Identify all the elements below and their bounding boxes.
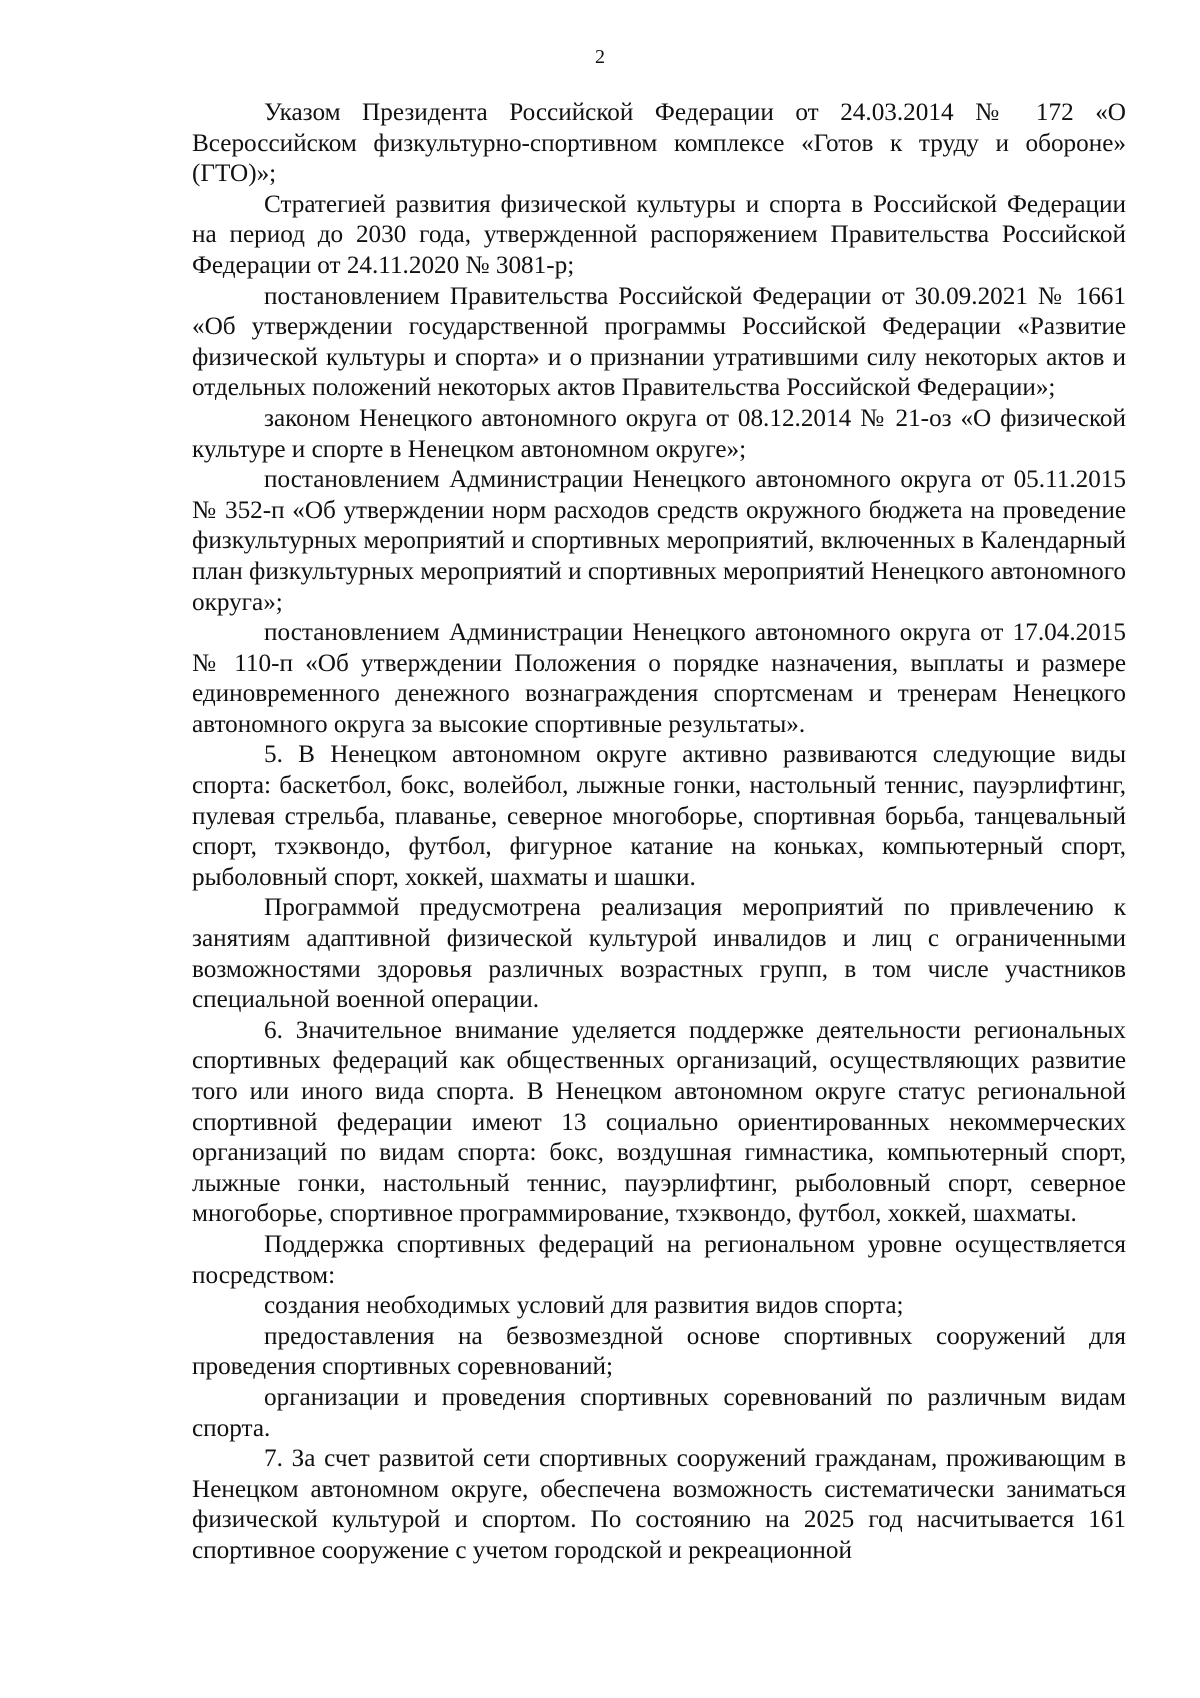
paragraph-support-facilities: предоставления на безвозмездной основе спортивных сооружений для проведения спортивных соревнований; <box>192 1322 1126 1381</box>
document-body <box>192 98 1126 1567</box>
paragraph-section-6: 6. Значительное внимание уделяется поддержке деятельности региональных спортивных федераций как общественных организаций, осуществляющих развитие того или иного вида спорта. В Ненецком автономном округе статус региональной спортивной федерации имеют 13 социально ориентированных некоммерческих организаций по видам спорта: бокс, воздушная гимнастика, компьютерный спорт, лыжные гонки, настольный теннис, пауэрлифтинг, рыболовный спорт, северное многоборье, спортивное программирование, тхэквондо, футбол, хоккей, шахматы. <box>192 1016 1126 1228</box>
paragraph-support-competitions: организации и проведения спортивных соревнований по различным видам спорта. <box>192 1383 1126 1442</box>
paragraph-regional-law: законом Ненецкого автономного округа от 08.12.2014 № 21-оз «О физической культуре и спорте в Ненецком автономном округе»; <box>192 404 1126 463</box>
paragraph-expense-norms: постановлением Администрации Ненецкого автономного округа от 05.11.2015 № 352-п «Об утверждении норм расходов средств окружного бюджета на проведение физкультурных мероприятий и спортивных мероприятий, включенных в Календарный план физкультурных мероприятий и спортивных мероприятий Ненецкого автономного округа»; <box>192 466 1127 616</box>
paragraph-gto-decree: Указом Президента Российской Федерации от 24.03.2014 № 172 «О Всероссийском физкультурно-спортивном комплексе «Готов к труду и обороне» (ГТО)»; <box>192 99 1126 188</box>
paragraph-sport-strategy: Стратегией развития физической культуры и спорта в Российской Федерации на период до 2030 года, утвержденной распоряжением Правительства Российской Федерации от 24.11.2020 № 3081-р; <box>192 190 1126 279</box>
paragraph-section-5: 5. В Ненецком автономном округе активно развиваются следующие виды спорта: баскетбол, бокс, волейбол, лыжные гонки, настольный теннис, пауэрлифтинг, пулевая стрельба, плаванье, северное многоборье, спортивная борьба, танцевальный спорт, тхэквондо, футбол, фигурное катание на коньках, компьютерный спорт, рыболовный спорт, хоккей, шахматы и шашки. <box>192 741 1126 891</box>
paragraph-government-program: постановлением Правительства Российской Федерации от 30.09.2021 № 1661 «Об утверждении государственной программы Российской Федерации «Развитие физической культуры и спорта» и о признании утратившими силу некоторых актов и отдельных положений некоторых актов Правительства Российской Федерации»; <box>192 282 1126 402</box>
paragraph-federation-support: Поддержка спортивных федераций на региональном уровне осуществляется посредством: <box>192 1230 1126 1289</box>
paragraph-reward-regulation: постановлением Администрации Ненецкого автономного округа от 17.04.2015 № 110-п «Об утверждении Положения о порядке назначения, выплаты и размере единовременного денежного вознаграждения спортсменам и тренерам Ненецкого автономного округа за высокие спортивные результаты». <box>192 619 1126 738</box>
page-number: 2 <box>595 46 605 68</box>
paragraph-section-7: 7. За счет развитой сети спортивных сооружений гражданам, проживающим в Ненецком автономном округе, обеспечена возможность систематически заниматься физической культурой и спортом. По состоянию на 2025 год насчитывается 161 спортивное сооружение с учетом городской и рекреационной <box>192 1445 1126 1564</box>
paragraph-adaptive-sport: Программой предусмотрена реализация мероприятий по привлечению к занятиям адаптивной физической культурой инвалидов и лиц с ограниченными возможностями здоровья различных возрастных групп, в том числе участников специальной военной операции. <box>192 894 1126 1014</box>
paragraph-support-conditions: создания необходимых условий для развития видов спорта; <box>264 1292 904 1320</box>
